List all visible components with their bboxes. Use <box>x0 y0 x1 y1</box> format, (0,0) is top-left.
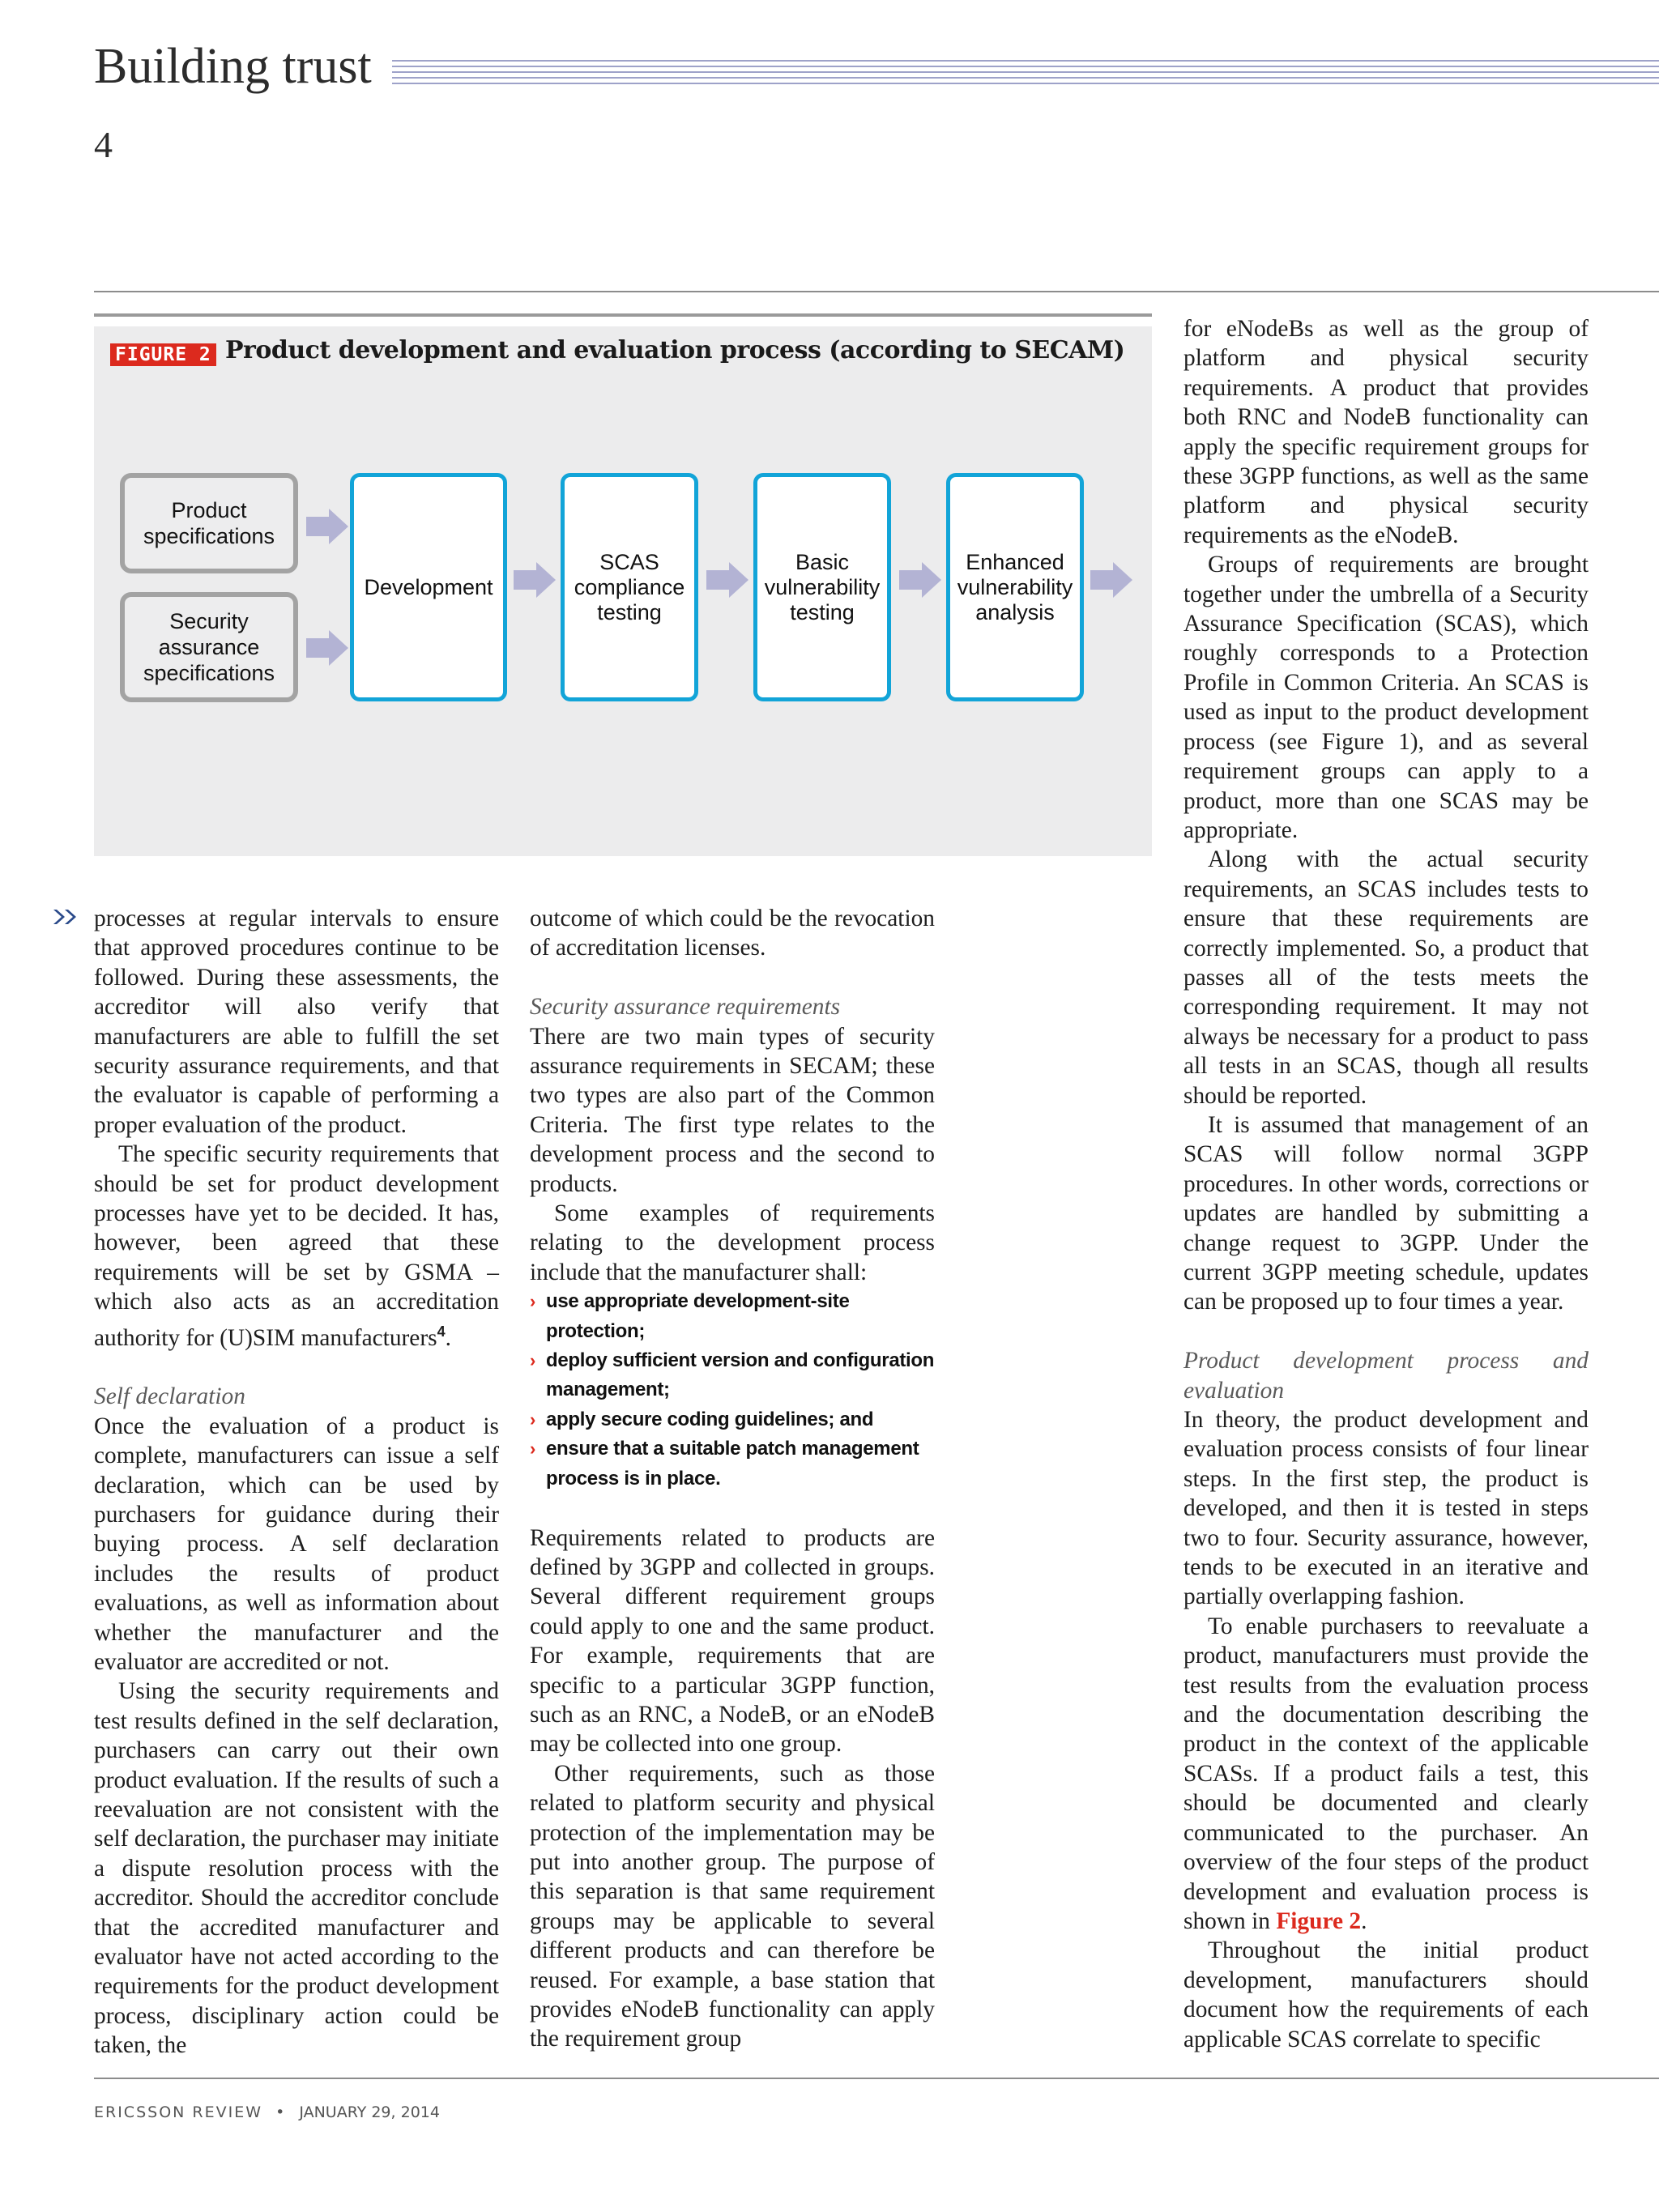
paragraph: Once the evaluation of a product is complete, manufacturers can issue a self declaration, which can be used by purchasers for guidance during their buying process. A self declaration includes the results of product evaluations, as well as information about whether the manufacturer and the evaluator are accredited or not. <box>94 1413 499 1675</box>
bullet-chevron-icon: › <box>530 1291 536 1312</box>
figure-tag: FIGURE 2 <box>110 343 216 366</box>
footer-publication: ERICSSON REVIEW <box>94 2103 263 2121</box>
paragraph: processes at regular intervals to ensure that approved procedures continue to be followed. During these assessments, the accreditor will also verify that manufacturers are able to fulfill the set security assurance requirements, and that the evaluator is capable of performing a proper evaluation of the product. <box>94 906 499 1138</box>
step-label-line: vulnerability <box>764 574 881 599</box>
bullet-chevron-icon: › <box>530 1350 536 1371</box>
paragraph: outcome of which could be the revocation of accreditation licenses. <box>530 906 935 961</box>
paragraph: Along with the actual security requirements, an SCAS includes tests to ensure that these requirements are correctly implemented. So, a product that passes all of the tests meets the corresponding requirement. It may not always be necessary for a product to pass all tests in an SCAS, though all results should be reported. <box>1183 846 1589 1109</box>
paragraph: for eNodeBs as well as the group of platform and physical security requirements. A product that provides both RNC and NodeB functionality can apply the specific requirement groups for these 3GPP functions, as well as the same platform and physical security requirements as the eNodeB. <box>1183 316 1589 548</box>
paragraph: Throughout the initial product development, manufacturers should document how the requirements of each applicable SCAS correlate to specific <box>1183 1937 1589 2052</box>
step-label-line: vulnerability <box>957 574 1073 599</box>
input-product-specifications <box>120 473 298 573</box>
list-item <box>530 1405 935 1434</box>
footer-date: JANUARY 29, 2014 <box>299 2103 440 2121</box>
step-scas-compliance-testing <box>561 473 698 701</box>
paragraph: Using the security requirements and test results defined in the self declaration, purchasers can carry out their own product evaluation. If the results of such a reevaluation are not consistent with the self declaration, the purchaser may initiate a dispute resolution process with the accreditor. Should the accreditor conclude that the accredited manufacturer and evaluator have not acted according to the requirements for the product development process, disciplinary action could be taken, the <box>94 1678 499 2059</box>
step-label-line: Enhanced <box>966 549 1064 574</box>
paragraph-text: To enable purchasers to reevaluate a product, manufacturers must provide the test results from the evaluation process and the documentation describing the product in the context of the applicable SCASs. If a product fails a test, this should be documented and clearly communicated to the purchaser. An overview of the four steps of the product development and evaluation process is shown in <box>1183 1613 1589 1934</box>
input-label-line: Product <box>171 498 247 522</box>
step-basic-vulnerability-testing <box>753 473 891 701</box>
step-label-line: Development <box>364 574 493 599</box>
paragraph <box>94 1140 499 1353</box>
step-label-line: analysis <box>975 599 1055 624</box>
list-item-text: deploy sufficient version and configuration management; <box>546 1349 935 1401</box>
flow-arrow-icon <box>305 507 350 546</box>
paragraph-end: . <box>1361 1907 1367 1934</box>
list-item-text: ensure that a suitable patch management process is in place. <box>546 1438 919 1490</box>
input-label-line: specifications <box>143 661 275 685</box>
figure-top-rule <box>94 313 1152 317</box>
flow-arrow-icon <box>705 560 750 599</box>
text-column-3 <box>1183 314 1589 2054</box>
subheading: Security assurance requirements <box>530 994 841 1021</box>
list-item-text: apply secure coding guidelines; and <box>546 1408 874 1430</box>
paragraph <box>1183 1612 1589 1936</box>
input-label-line: specifications <box>143 524 275 548</box>
step-label-line: testing <box>597 599 662 624</box>
figure-2-link[interactable]: Figure 2 <box>1276 1907 1362 1934</box>
top-divider <box>94 291 1659 292</box>
footer <box>94 2103 440 2121</box>
paragraph: Some examples of requirements relating to the development process include that the manufacturer shall: <box>530 1200 935 1285</box>
subheading: Product development process and evaluation <box>1183 1348 1589 1404</box>
footer-divider <box>94 2078 1659 2079</box>
input-security-assurance-specifications <box>120 592 298 702</box>
paragraph: Other requirements, such as those related to platform security and physical protection of the implementation may be put into another group. The purpose of this separation is that same requirement groups may be applicable to several different products and can therefore be reused. For example, a base station that provides eNodeB functionality can apply the requirement group <box>530 1760 935 2052</box>
page-number: 4 <box>94 124 113 165</box>
flow-arrow-icon <box>305 629 350 667</box>
footer-separator: • <box>275 2103 287 2121</box>
list-item-text: use appropriate development-site protection; <box>546 1290 850 1342</box>
paragraph: There are two main types of security assurance requirements in SECAM; these two types are also part of the Common Criteria. The first type relates to the development process and the second to products. <box>530 1023 935 1197</box>
paragraph-text: The specific security requirements that should be set for product development processes have yet to be decided. It has, however, been agreed that these requirements will be set by GSMA – which also acts as an accreditation authority for (U)SIM manufacturers <box>94 1141 499 1351</box>
step-label-line: testing <box>790 599 855 624</box>
header-rule-lines <box>392 60 1659 89</box>
footnote-marker: 4 <box>437 1323 446 1340</box>
flow-arrow-icon <box>1089 560 1134 599</box>
list-item <box>530 1346 935 1405</box>
flow-arrow-icon <box>512 560 557 599</box>
figure-title: Product development and evaluation process (according to SECAM) <box>225 336 1125 364</box>
subheading: Self declaration <box>94 1383 245 1410</box>
text-column-2 <box>530 904 935 2054</box>
step-label-line: compliance <box>574 574 685 599</box>
paragraph: It is assumed that management of an SCAS will follow normal 3GPP procedures. In other words, corrections or updates are handled by submitting a change request to 3GPP. Under the current 3GPP meeting schedule, updates can be proposed up to four times a year. <box>1183 1111 1589 1315</box>
paragraph: In theory, the product development and evaluation process consists of four linear steps. In the first step, the product is developed, and then it is tested in steps two to four. Security assurance, however, tends to be executed in an iterative and partially overlapping fashion. <box>1183 1407 1589 1610</box>
step-development <box>350 473 507 701</box>
paragraph: Requirements related to products are defined by 3GPP and collected in groups. Several different requirement groups could apply to one and the same product. For example, requirements that are specific to a particular 3GPP function, such as an RNC, a NodeB, or an eNodeB may be collected into one group. <box>530 1524 935 1758</box>
bullet-chevron-icon: › <box>530 1409 536 1430</box>
step-label-line: Basic <box>795 549 849 574</box>
flow-arrow-icon <box>898 560 943 599</box>
input-label-line: Security <box>169 609 249 633</box>
list-item <box>530 1287 935 1346</box>
paragraph-end: . <box>445 1324 451 1351</box>
paragraph: Groups of requirements are brought together under the umbrella of a Security Assurance Specification (SCAS), which roughly corresponds to a Protection Profile in Common Criteria. An SCAS is used as input to the product development process (see Figure 1), and as several requirement groups can apply to a product, more than one SCAS may be appropriate. <box>1183 552 1589 843</box>
bullet-list <box>530 1287 935 1494</box>
step-label-line: SCAS <box>599 549 659 574</box>
section-title: Building trust <box>94 39 372 94</box>
step-enhanced-vulnerability-analysis <box>946 473 1084 701</box>
continuation-icon <box>52 908 79 926</box>
input-label-line: assurance <box>158 635 260 659</box>
list-item <box>530 1434 935 1494</box>
text-column-1 <box>94 904 499 2061</box>
bullet-chevron-icon: › <box>530 1438 536 1460</box>
